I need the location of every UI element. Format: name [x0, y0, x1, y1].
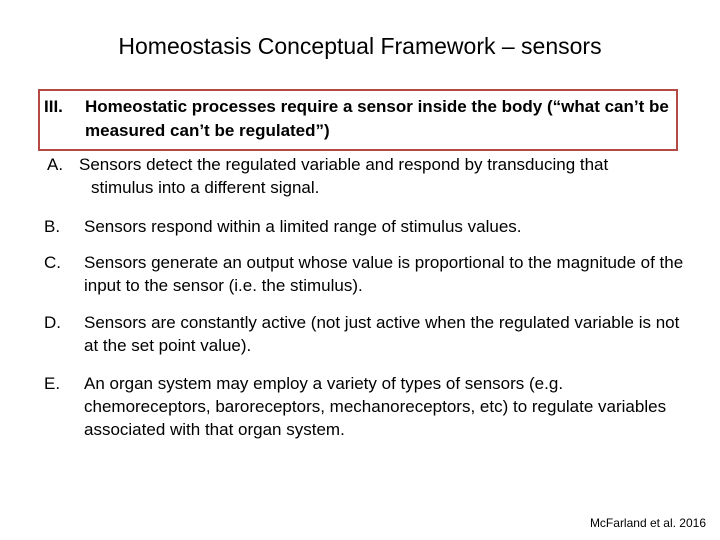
main-point-numeral: III. [44, 97, 63, 116]
list-item-b [44, 215, 684, 238]
list-item-d [44, 311, 684, 357]
list-item-letter: D. [44, 313, 61, 332]
list-item-text-line-2: stimulus into a different signal. [91, 178, 320, 197]
list-item-text: Sensors generate an output whose value is proportional to the magnitude of the input to the sensor (i.e. the stimulus). [84, 253, 684, 295]
list-item-text: Sensors respond within a limited range of stimulus values. [84, 217, 522, 236]
list-item-c [44, 251, 684, 297]
list-item-letter: B. [44, 217, 61, 236]
list-item-e [44, 372, 684, 441]
citation: McFarland et al. 2016 [589, 516, 706, 530]
list-item-letter: A. [47, 155, 64, 174]
main-point [44, 95, 674, 143]
slide-title: Homeostasis Conceptual Framework – sensors [118, 33, 602, 59]
list-item-letter: E. [44, 374, 61, 393]
list-item-text: Sensors are constantly active (not just active when the regulated variable is not at the set point value). [84, 313, 680, 355]
list-item-text: An organ system may employ a variety of types of sensors (e.g. chemoreceptors, baroreceptors, mechanoreceptors, etc) to regulate variables associated with that organ system. [84, 374, 667, 439]
list-item-a [47, 153, 687, 199]
list-item-text-line-1: Sensors detect the regulated variable and respond by transducing that [79, 155, 609, 174]
main-point-text: Homeostatic processes require a sensor inside the body (“what can’t be measured can’t be regulated”) [85, 97, 669, 140]
list-item-text [79, 153, 687, 199]
list-item-letter: C. [44, 253, 61, 272]
